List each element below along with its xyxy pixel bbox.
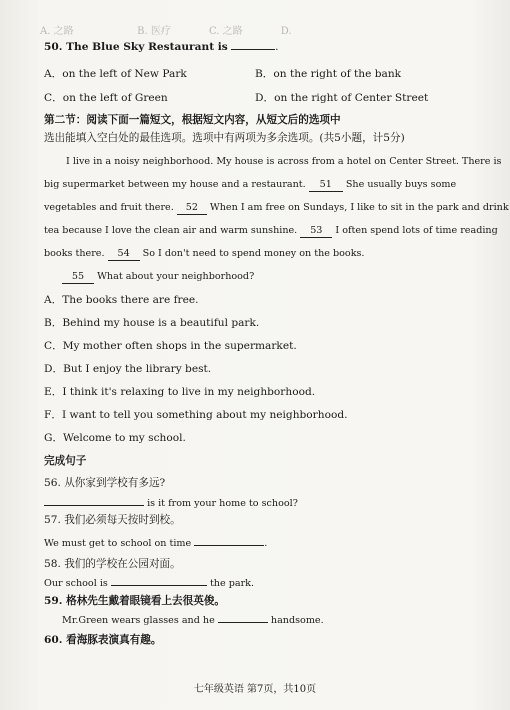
q57-english: We must get to school on time . (44, 538, 268, 549)
choice-d: D．But I enjoy the library best. (44, 363, 212, 375)
q58-blank[interactable] (111, 585, 207, 586)
q57-blank[interactable] (194, 545, 264, 546)
q57-english-text: We must get to school on time (44, 538, 192, 549)
choice-e: E．I think it's relaxing to live in my neighborhood. (44, 386, 316, 398)
passage-line-4a: tea because I love the clean air and warm sunshine. (44, 225, 298, 236)
q56-english-text: is it from your home to school? (147, 498, 298, 509)
q50-option-a: A．on the left of New Park (44, 68, 187, 80)
passage-line-5 (44, 247, 364, 261)
q58-english-text-a: Our school is (44, 578, 108, 589)
blank-52[interactable]: 52 (177, 202, 207, 215)
blank-54[interactable]: 54 (108, 248, 140, 261)
q50-stem-text: 50. The Blue Sky Restaurant is (44, 41, 228, 53)
section-2-heading-line-2: 选出能填入空白处的最佳选项。选项中有两项为多余选项。(共5小题，计5分) (44, 132, 405, 144)
complete-sentences-heading: 完成句子 (44, 455, 87, 467)
choice-a: A．The books there are free. (44, 294, 199, 306)
passage-line-3a: vegetables and fruit there. (44, 202, 174, 213)
q58-english-text-b: the park. (209, 578, 255, 589)
q56-blank[interactable] (44, 505, 144, 506)
q59-blank[interactable] (218, 622, 268, 623)
section-2-heading-line-1: 第二节：阅读下面一篇短文，根据短文内容，从短文后的选项中 (44, 114, 341, 126)
passage-line-5a: books there. (44, 248, 105, 259)
passage-line-6b: What about your neighborhood? (97, 271, 255, 282)
passage-line-3 (44, 201, 509, 215)
question-50-stem: 50. The Blue Sky Restaurant is . (44, 41, 279, 53)
q50-blank[interactable] (231, 49, 275, 50)
passage-line-2b: She usually buys some (345, 179, 457, 190)
choice-b: B．Behind my house is a beautiful park. (44, 317, 260, 329)
q50-option-d: D．on the right of Center Street (255, 92, 429, 104)
q58-english (44, 577, 254, 591)
q57-chinese: 57. 我们必须每天按时到校。 (44, 514, 181, 526)
blank-55[interactable]: 55 (62, 271, 94, 284)
bleed-through-text: A. 之路 B. 医疗 C. 之路 D. (40, 26, 292, 37)
q59-english-text-a: Mr.Green wears glasses and he (62, 615, 215, 626)
q50-option-c: C．on the left of Green (44, 92, 168, 104)
q59-english-text-b: handsome. (270, 615, 324, 626)
q50-option-b: B．on the right of the bank (255, 68, 402, 80)
choice-g: G．Welcome to my school. (44, 432, 186, 444)
passage-line-2 (44, 178, 456, 192)
q56-chinese: 56. 从你家到学校有多远? (44, 477, 166, 489)
passage-line-4b: I often spend lots of time reading (335, 225, 498, 236)
page-footer: 七年级英语 第7页，共10页 (193, 684, 317, 695)
q58-chinese: 58. 我们的学校在公园对面。 (44, 558, 181, 570)
q60-chinese: 60. 看海豚表演真有趣。 (44, 634, 162, 646)
passage-line-5b: So I don't need to spend money on the books. (142, 248, 365, 259)
passage-line-1: I live in a noisy neighborhood. My house is across from a hotel on Center Street. There is (66, 156, 502, 167)
choice-f: F．I want to tell you something about my neighborhood. (44, 409, 348, 421)
blank-53[interactable]: 53 (300, 225, 332, 238)
passage-line-2a: big supermarket between my house and a restaurant. (44, 179, 306, 190)
blank-51[interactable]: 51 (309, 179, 343, 192)
passage-line-4 (44, 224, 498, 238)
passage-line-6 (62, 270, 254, 284)
passage-line-3b: When I am free on Sundays, I like to sit in the park and drink (209, 202, 509, 213)
q56-english (44, 497, 298, 511)
choice-c: C．My mother often shops in the supermarket. (44, 340, 297, 352)
q59-chinese: 59. 格林先生戴着眼镜看上去很英俊。 (44, 595, 226, 607)
q59-english (62, 614, 324, 628)
